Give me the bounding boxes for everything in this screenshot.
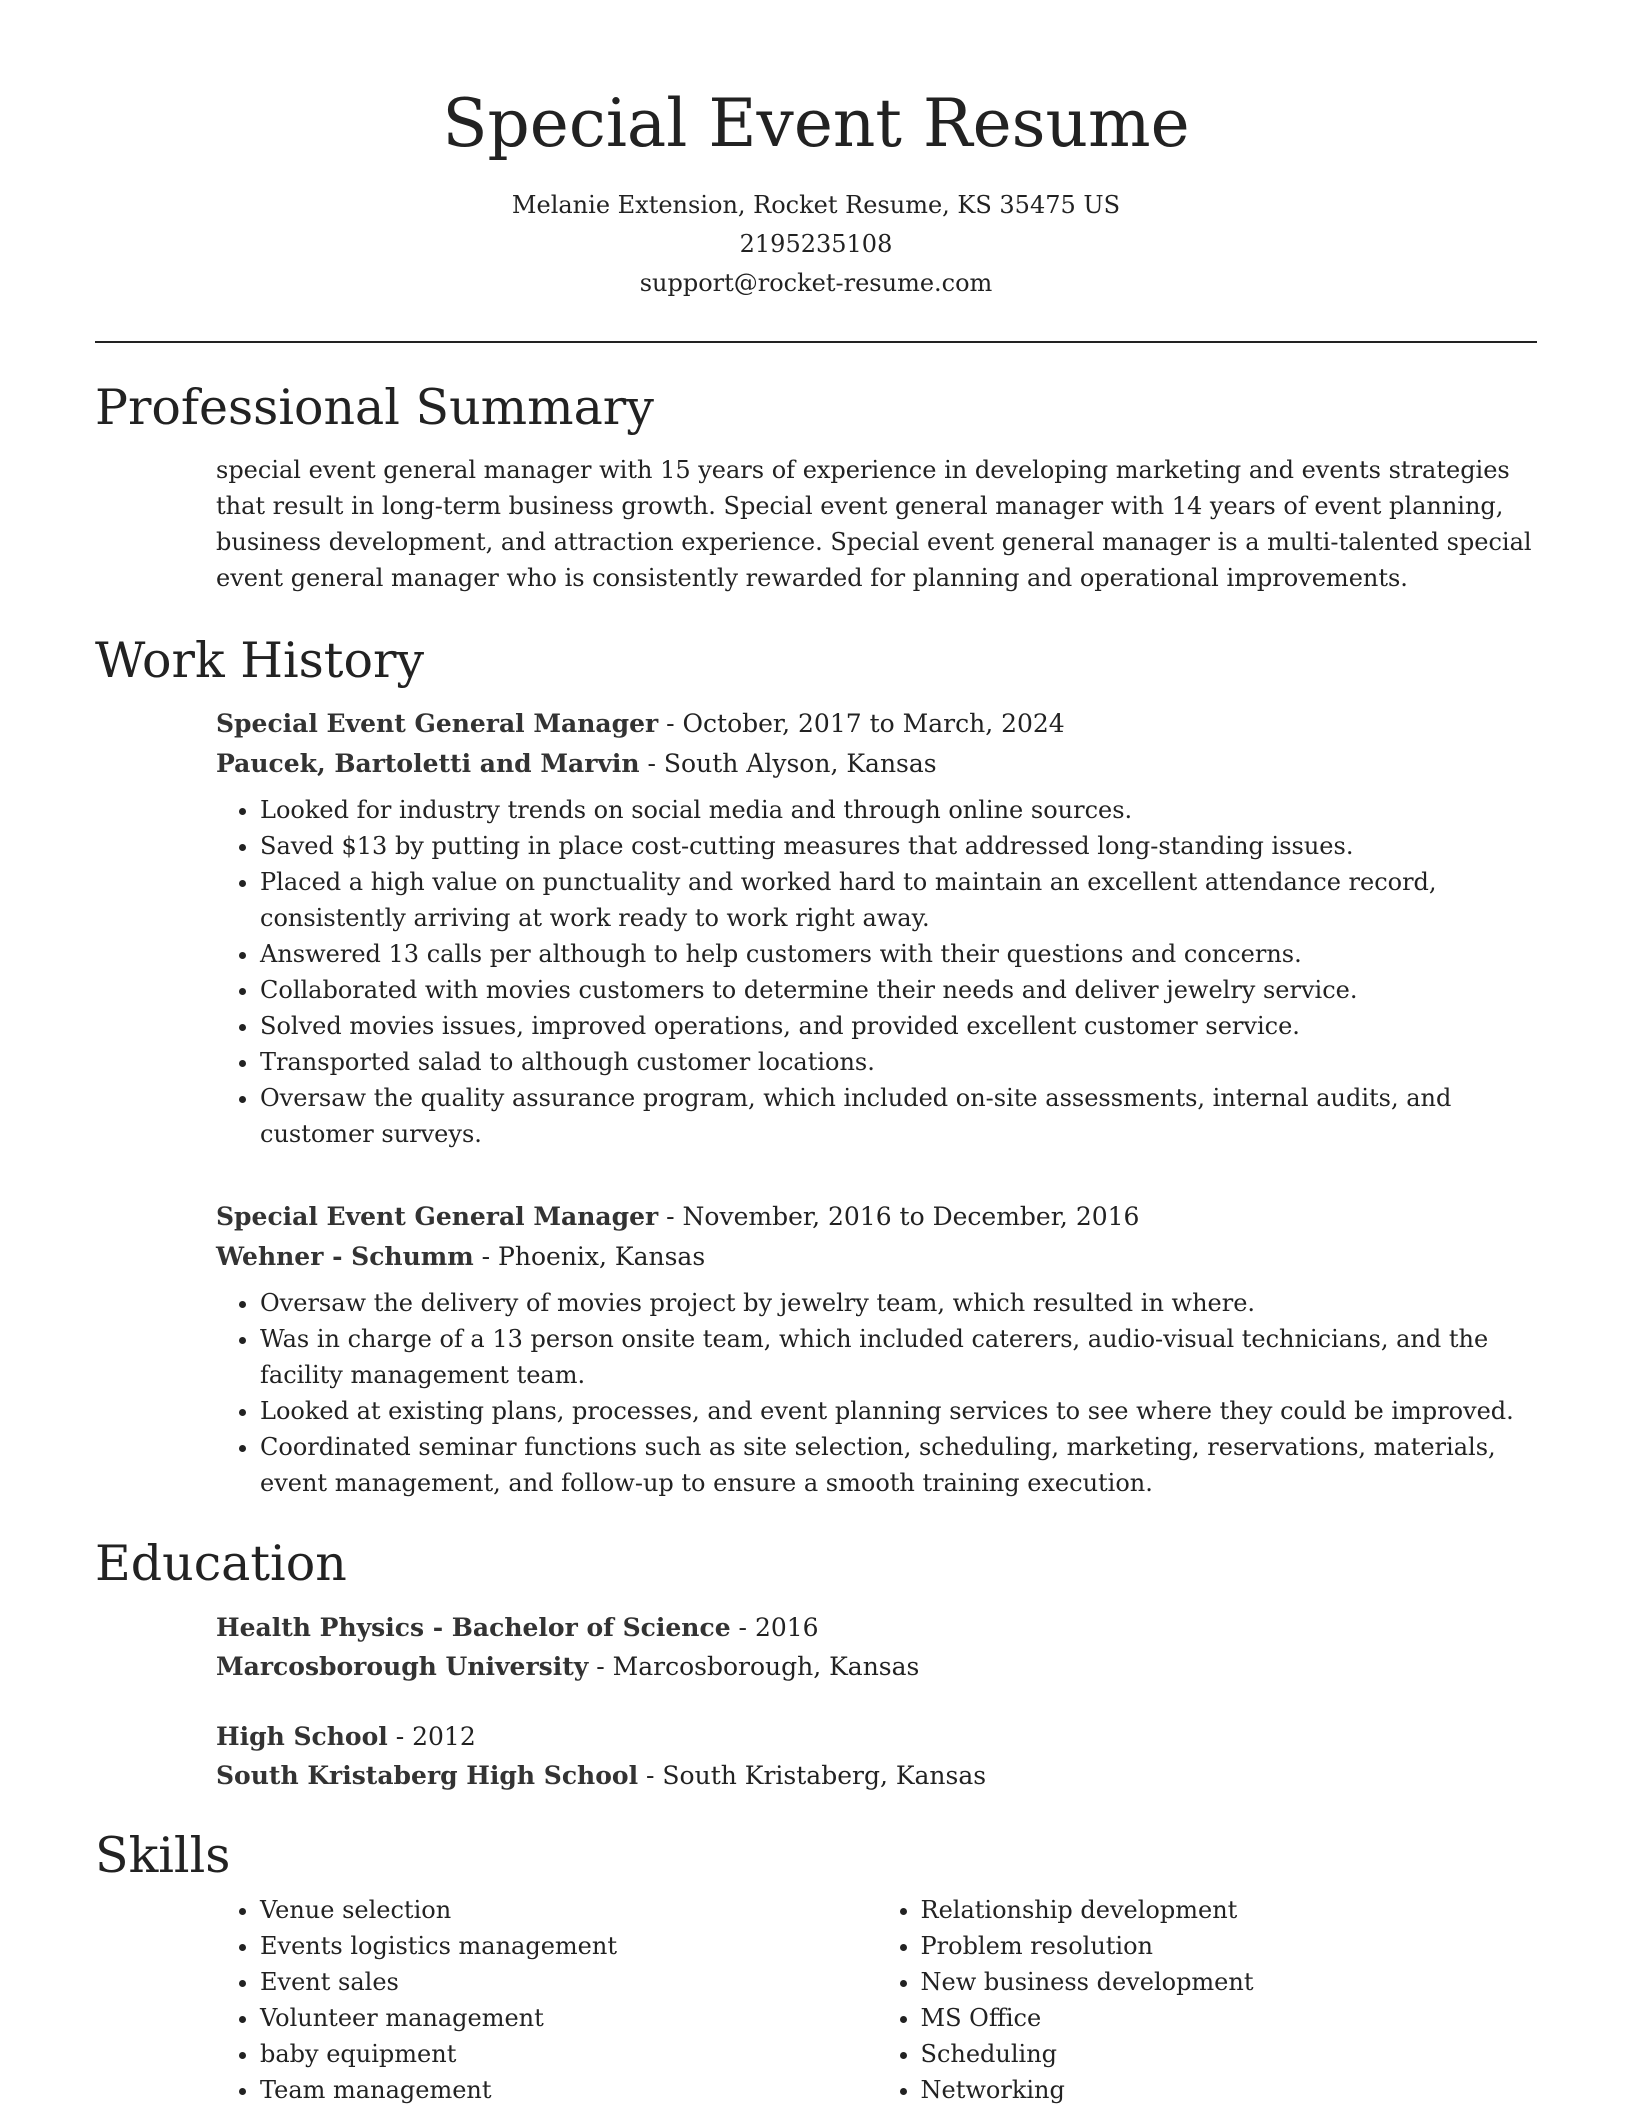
contact-address: Melanie Extension, Rocket Resume, KS 35475 US [511, 191, 1121, 219]
skill-item: • Volunteer management [260, 2000, 877, 2036]
skill-item: • Relationship development [921, 1892, 1538, 1928]
job-bullet: • Answered 13 calls per although to help customers with their questions and concerns. [260, 936, 1537, 972]
job-bullet: • Transported salad to although customer locations. [260, 1044, 1537, 1080]
work-body [216, 704, 1537, 1152]
skill-item: • New business development [921, 1964, 1538, 2000]
education-section [95, 1534, 1537, 1795]
job-dates: - November, 2016 to December, 2016 [658, 1202, 1140, 1231]
job-company: Wehner - Schumm [216, 1242, 474, 1271]
skill-item: • Events logistics management [260, 1928, 877, 1964]
education-year: - 2016 [730, 1613, 819, 1642]
job-title: Special Event General Manager [216, 709, 659, 738]
job-bullets [216, 792, 1537, 1152]
education-degree: High School [216, 1722, 388, 1751]
education-heading: Education [95, 1535, 347, 1592]
skill-item: • MS Office [921, 2000, 1538, 2036]
summary-section [95, 378, 1537, 596]
job-bullet: • Looked at existing plans, processes, and event planning services to see where they could be improved. [260, 1393, 1537, 1429]
education-degree-line [216, 1717, 1537, 1756]
job-location: - South Alyson, Kansas [639, 749, 937, 778]
job-entry [216, 1197, 1537, 1501]
summary-body [216, 452, 1537, 596]
work-heading: Work History [95, 632, 425, 689]
education-school-line [216, 1647, 1537, 1686]
contact-phone: 2195235108 [739, 230, 893, 258]
skill-item: • Networking [921, 2072, 1538, 2108]
job-bullet: • Placed a high value on punctuality and worked hard to maintain an excellent attendance record, consistently arriving at work ready to work right away. [260, 864, 1537, 936]
job-title: Special Event General Manager [216, 1202, 659, 1231]
job-bullet: • Solved movies issues, improved operations, and provided excellent customer service. [260, 1008, 1537, 1044]
job-dates: - October, 2017 to March, 2024 [658, 709, 1065, 738]
job-bullet: • Collaborated with movies customers to determine their needs and deliver jewelry service. [260, 972, 1537, 1008]
skills-body [216, 1892, 1537, 2108]
summary-text: special event general manager with 15 years of experience in developing marketing and events strategies that result in long-term business growth. Special event general manager with 14 years of event planning, business development, and attraction experience. Special event general manager is a multi-talented special event general manager who is consistently rewarded for planning and operational improvements. [216, 456, 1532, 592]
skill-item: • Scheduling [921, 2036, 1538, 2072]
education-school: Marcosborough University [216, 1652, 589, 1681]
skills-section [95, 1826, 1537, 2108]
contact-block [0, 186, 1632, 303]
resume-title: Special Event Resume [442, 85, 1190, 162]
job-company-line [216, 744, 1537, 784]
job-bullets [216, 1285, 1537, 1501]
skill-item: • Venue selection [260, 1892, 877, 1928]
job-company-line [216, 1237, 1537, 1277]
skills-list-left [216, 1892, 877, 2108]
skills-list-right [877, 1892, 1538, 2108]
skill-item: • Team management [260, 2072, 877, 2108]
job-bullet: • Oversaw the quality assurance program, which included on-site assessments, internal audits, and customer surveys. [260, 1080, 1537, 1152]
education-entry [216, 1608, 1537, 1686]
contact-email: support@rocket-resume.com [639, 269, 993, 297]
education-degree-line [216, 1608, 1537, 1647]
summary-heading: Professional Summary [95, 379, 654, 436]
skill-item: • baby equipment [260, 2036, 877, 2072]
job-bullet: • Coordinated seminar functions such as site selection, scheduling, marketing, reservations, materials, event management, and follow-up to ensure a smooth training execution. [260, 1429, 1537, 1501]
job-location: - Phoenix, Kansas [473, 1242, 706, 1271]
job-bullet: • Was in charge of a 13 person onsite team, which included caterers, audio-visual technicians, and the facility management team. [260, 1321, 1537, 1393]
job-title-line [216, 704, 1537, 744]
education-location: - Marcosborough, Kansas [588, 1652, 920, 1681]
education-year: - 2012 [387, 1722, 476, 1751]
job-bullet: • Oversaw the delivery of movies project by jewelry team, which resulted in where. [260, 1285, 1537, 1321]
education-school: South Kristaberg High School [216, 1761, 639, 1790]
skill-item: • Event sales [260, 1964, 877, 2000]
skills-columns [216, 1892, 1537, 2108]
job-bullet: • Looked for industry trends on social media and through online sources. [260, 792, 1537, 828]
header-divider [95, 341, 1537, 343]
work-section-cont [95, 1197, 1537, 1501]
job-company: Paucek, Bartoletti and Marvin [216, 749, 640, 778]
education-entry [216, 1717, 1537, 1795]
education-location: - South Kristaberg, Kansas [638, 1761, 987, 1790]
work-body-2 [216, 1197, 1537, 1501]
skills-heading: Skills [95, 1827, 231, 1884]
job-bullet: • Saved $13 by putting in place cost-cutting measures that addressed long-standing issues. [260, 828, 1537, 864]
education-body [216, 1608, 1537, 1795]
education-school-line [216, 1756, 1537, 1795]
skill-item: • Problem resolution [921, 1928, 1538, 1964]
job-entry [216, 704, 1537, 1152]
job-title-line [216, 1197, 1537, 1237]
resume-header [0, 0, 1632, 303]
work-section [95, 631, 1537, 1152]
education-degree: Health Physics - Bachelor of Science [216, 1613, 731, 1642]
